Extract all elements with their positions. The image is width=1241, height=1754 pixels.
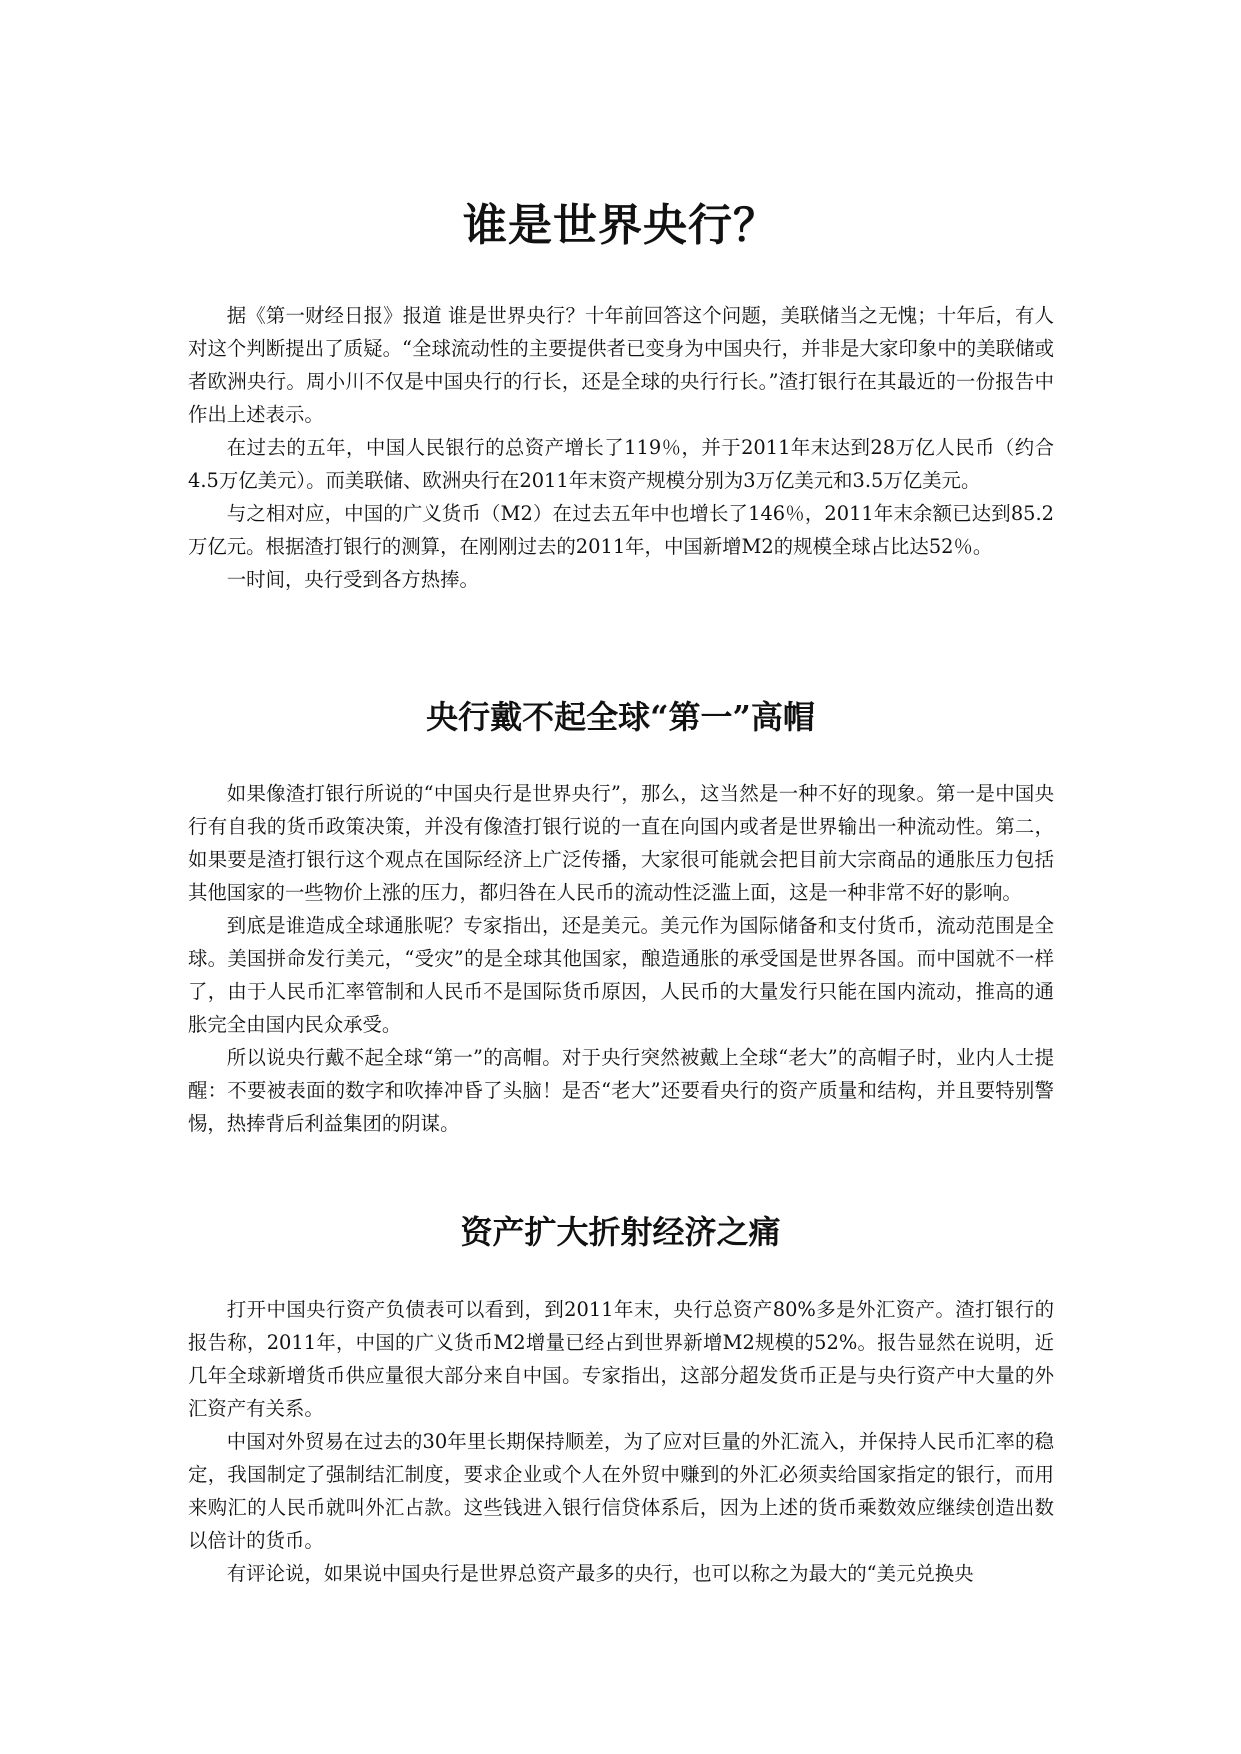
- intro-paragraph-4: 一时间，央行受到各方热捧。: [226, 568, 479, 591]
- intro-paragraph-3: 与之相对应，中国的广义货币（M2）在过去五年中也增长了146％，2011年末余额已达到85.2万亿元。根据渣打银行的测算，在刚刚过去的2011年，中国新增M2的规模全球占比达52％。: [188, 502, 1054, 558]
- intro-paragraph-2: 在过去的五年，中国人民银行的总资产增长了119％，并于2011年末达到28万亿人民币（约合4.5万亿美元）。而美联储、欧洲央行在2011年末资产规模分别为3万亿美元和3.5万亿美元。: [188, 436, 1054, 492]
- intro-paragraph-1: 据《第一财经日报》报道 谁是世界央行？十年前回答这个问题，美联储当之无愧；十年后，有人对这个判断提出了质疑。“全球流动性的主要提供者已变身为中国央行，并非是大家印象中的美联储或者欧洲央行。周小川不仅是中国央行的行长，还是全球的央行行长。”渣打银行在其最近的一份报告中作出上述表示。: [188, 304, 1054, 426]
- section-1-heading: 央行戴不起全球“第一”高帽: [426, 698, 815, 736]
- section-1-paragraph-1: 如果像渣打银行所说的“中国央行是世界央行”，那么，这当然是一种不好的现象。第一是中国央行有自我的货币政策决策，并没有像渣打银行说的一直在向国内或者是世界输出一种流动性。第二，如果要是渣打银行这个观点在国际经济上广泛传播，大家很可能就会把目前大宗商品的通胀压力包括其他国家的一些物价上涨的压力，都归咎在人民币的流动性泛滥上面，这是一种非常不好的影响。: [188, 782, 1054, 904]
- intro-section: [188, 299, 1054, 596]
- section-2-heading: 资产扩大折射经济之痛: [460, 1213, 781, 1251]
- section-2-paragraph-3: 有评论说，如果说中国央行是世界总资产最多的央行，也可以称之为最大的“美元兑换央: [226, 1562, 974, 1585]
- page-title: 谁是世界央行？: [463, 200, 778, 251]
- section-1-paragraph-2: 到底是谁造成全球通胀呢？专家指出，还是美元。美元作为国际储备和支付货币，流动范围是全球。美国拼命发行美元，“受灾”的是全球其他国家，酿造通胀的承受国是世界各国。而中国就不一样了，由于人民币汇率管制和人民币不是国际货币原因，人民币的大量发行只能在国内流动，推高的通胀完全由国内民众承受。: [188, 914, 1054, 1036]
- section-2-body: [188, 1293, 1054, 1590]
- section-2-paragraph-2: 中国对外贸易在过去的30年里长期保持顺差，为了应对巨量的外汇流入，并保持人民币汇率的稳定，我国制定了强制结汇制度，要求企业或个人在外贸中赚到的外汇必须卖给国家指定的银行，而用来购汇的人民币就叫外汇占款。这些钱进入银行信贷体系后，因为上述的货币乘数效应继续创造出数以倍计的货币。: [188, 1430, 1054, 1552]
- section-1-body: [188, 777, 1054, 1140]
- section-1-paragraph-3: 所以说央行戴不起全球“第一”的高帽。对于央行突然被戴上全球“老大”的高帽子时，业内人士提醒：不要被表面的数字和吹捧冲昏了头脑！是否“老大”还要看央行的资产质量和结构，并且要特别警惕，热捧背后利益集团的阴谋。: [188, 1046, 1054, 1135]
- section-2-paragraph-1: 打开中国央行资产负债表可以看到，到2011年末，央行总资产80%多是外汇资产。渣打银行的报告称，2011年，中国的广义货币M2增量已经占到世界新增M2规模的52%。报告显然在说明，近几年全球新增货币供应量很大部分来自中国。专家指出，这部分超发货币正是与央行资产中大量的外汇资产有关系。: [188, 1298, 1054, 1420]
